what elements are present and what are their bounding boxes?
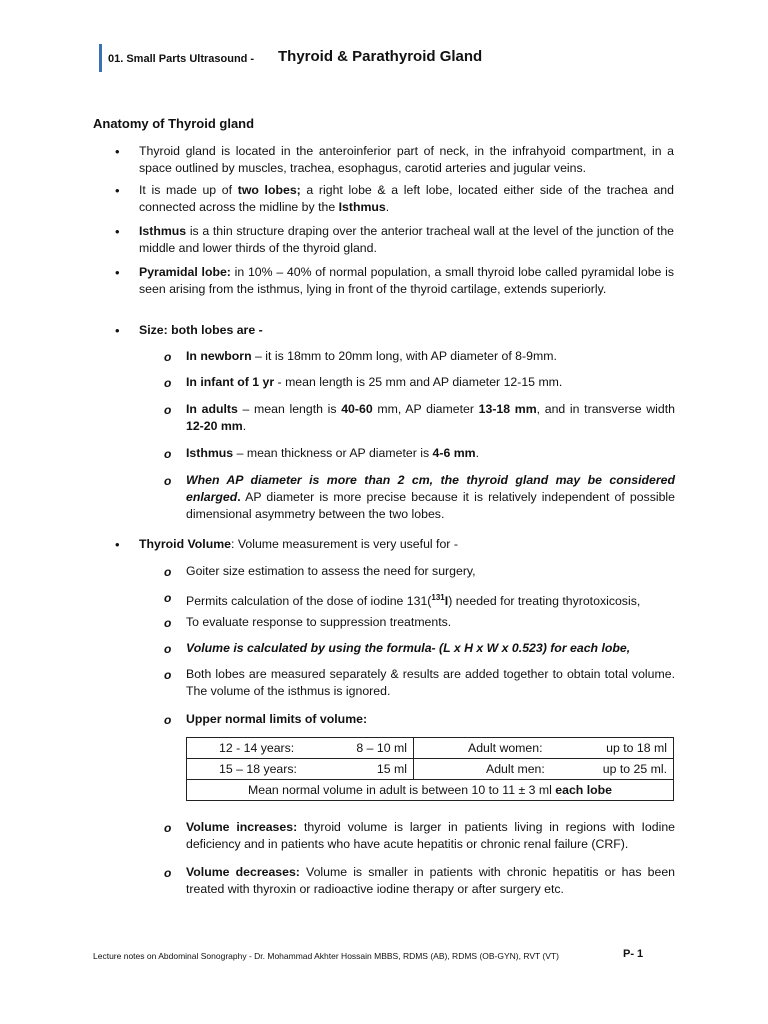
sub-bullet-marker: o — [164, 616, 172, 630]
size-newborn — [164, 348, 675, 365]
sub-text: . — [475, 446, 479, 460]
sub-bullet-marker: o — [164, 866, 172, 880]
sub-text: Both lobes are measured separately & results are added together to obtain total volume. The volume of the isthmus is ignored. — [186, 667, 675, 698]
sub-bullet-marker: o — [164, 403, 172, 417]
size-isthmus — [164, 445, 675, 462]
sub-text: mm, AP diameter — [372, 402, 479, 416]
bold-text: Thyroid Volume — [139, 537, 232, 551]
table-row — [187, 738, 674, 759]
sub-bullet-marker: o — [164, 350, 172, 364]
sub-text: Permits calculation of the dose of iodine 131( — [186, 594, 432, 609]
bullet-text: It is made up of — [139, 183, 238, 197]
bold-text: 40-60 — [341, 402, 373, 416]
volume-limits-table — [186, 737, 674, 801]
page-number: P- 1 — [623, 948, 644, 960]
sub-bullet-marker: o — [164, 642, 172, 656]
sub-bullet-marker: o — [164, 591, 172, 605]
cell-limit: up to 18 ml — [606, 740, 667, 755]
footer-text: Lecture notes on Abdominal Sonography - Dr. Mohammad Akhter Hossain MBBS, RDMS (AB), RDMS (OB-GYN), RVT (VT) — [93, 951, 559, 961]
volume-formula — [164, 640, 675, 657]
bold-text: each lobe — [555, 782, 612, 797]
table-footer-cell — [187, 780, 674, 801]
sub-text: . — [242, 419, 247, 433]
bullet-location — [139, 143, 674, 177]
bold-text: In infant of 1 yr — [186, 375, 275, 389]
cell-text: Mean normal volume in adult is between 10 to 11 ± 3 ml — [247, 782, 556, 797]
cell-value: 15 ml — [376, 761, 407, 776]
bullet-text: a right lobe & a left lobe, located either side of the trachea and connected across the midline by the — [139, 183, 674, 214]
table-row — [187, 780, 674, 801]
bold-text: I — [444, 594, 449, 609]
cell-group: Adult men: — [486, 761, 545, 776]
cell-group: Adult women: — [468, 740, 543, 755]
volume-both-lobes — [164, 666, 675, 700]
bullet-text: is a thin structure draping over the anterior tracheal wall at the level of the junction of the middle and lower thirds of the thyroid gland. — [139, 224, 674, 255]
sub-text: Volume is smaller in patients with chronic hepatitis or has been treated with thyroxin or radioactive iodine therapy or after surgery etc. — [186, 865, 675, 896]
bullet-isthmus — [139, 223, 674, 257]
bold-text: 4-6 mm — [432, 446, 476, 460]
volume-goiter — [164, 563, 675, 580]
superscript: 131 — [431, 593, 445, 602]
section-title: Anatomy of Thyroid gland — [93, 116, 255, 131]
bullet-text: : Volume measurement is very useful for - — [231, 537, 458, 551]
bold-text: Upper normal limits of volume: — [186, 712, 368, 726]
bullet-thyroid-volume — [139, 536, 674, 553]
sub-text: Goiter size estimation to assess the need for surgery, — [186, 564, 476, 578]
size-adults — [164, 401, 675, 435]
table-cell — [187, 738, 414, 759]
sub-text: To evaluate response to suppression treatments. — [186, 615, 452, 629]
bold-text: Isthmus — [338, 200, 386, 214]
bold-text: In adults — [186, 402, 238, 416]
sub-text: thyroid volume is larger in patients living in regions with Iodine deficiency and in patients who have acute hepatitis or chronic renal failure (CRF). — [186, 820, 675, 851]
bold-text: . — [237, 490, 241, 504]
table-cell — [187, 759, 414, 780]
sub-bullet-marker: o — [164, 713, 172, 727]
header-bar — [99, 44, 102, 72]
cell-age: 15 – 18 years: — [219, 761, 297, 776]
cell-age: 12 - 14 years: — [219, 740, 295, 755]
sub-text: – mean length is — [237, 402, 342, 416]
bold-text: Isthmus — [139, 224, 187, 238]
volume-iodine — [164, 589, 675, 610]
sub-text: – mean thickness or AP diameter is — [233, 446, 433, 460]
sub-bullet-marker: o — [164, 668, 172, 682]
sub-bullet-marker: o — [164, 821, 172, 835]
table-row — [187, 759, 674, 780]
table-cell — [414, 738, 674, 759]
sub-text: - mean length is 25 mm and AP diameter 12-15 mm. — [274, 375, 563, 389]
sub-bullet-marker: o — [164, 447, 172, 461]
bullet-text: Thyroid gland is located in the anteroinferior part of neck, in the infrahyoid compartment, in a space outlined by muscles, trachea, esophagus, carotid arteries and jugular veins. — [139, 144, 674, 175]
sub-text: ) needed for treating thyrotoxicosis, — [448, 594, 641, 609]
size-enlarged-note — [164, 472, 675, 523]
sub-text: , and in transverse width — [536, 402, 675, 416]
bullet-text: . — [385, 200, 390, 214]
sub-bullet-marker: o — [164, 474, 172, 488]
cell-limit: up to 25 ml. — [602, 761, 667, 776]
cell-value: 8 – 10 ml — [356, 740, 407, 755]
bold-text: Pyramidal lobe: — [139, 265, 231, 279]
bold-text: Volume decreases: — [186, 865, 300, 879]
sub-text: – it is 18mm to 20mm long, with AP diameter of 8-9mm. — [251, 349, 557, 363]
page-title: Thyroid & Parathyroid Gland — [278, 48, 483, 65]
size-infant — [164, 374, 675, 391]
course-label: 01. Small Parts Ultrasound - — [108, 53, 255, 65]
bold-text: two lobes; — [237, 183, 301, 197]
volume-increases — [164, 819, 675, 853]
bold-text: Size: both lobes are - — [139, 323, 263, 337]
bold-text: 12-20 mm — [186, 419, 243, 433]
volume-decreases — [164, 864, 675, 898]
volume-suppression — [164, 614, 675, 631]
bullet-pyramidal — [139, 264, 674, 298]
sub-text: AP diameter is more precise because it is relatively independent of possible dimensional asymmetry between the two lobes. — [186, 490, 675, 521]
volume-upper-limits — [164, 711, 675, 728]
sub-bullet-marker: o — [164, 565, 172, 579]
bullet-text: in 10% – 40% of normal population, a small thyroid lobe called pyramidal lobe is seen arising from the isthmus, lying in front of the thyroid cartilage, extends superiorly. — [139, 265, 674, 296]
table-cell — [414, 759, 674, 780]
bullet-size — [139, 322, 674, 339]
bold-text: Isthmus — [186, 446, 234, 460]
bold-text: 13-18 mm — [478, 402, 537, 416]
bold-text: In newborn — [186, 349, 252, 363]
bold-text: Volume increases: — [186, 820, 298, 834]
sub-bullet-marker: o — [164, 376, 172, 390]
bold-italic-text: When AP diameter is more than 2 cm, the thyroid gland may be considered enlarged — [186, 473, 675, 504]
bold-italic-text: Volume is calculated by using the formula- (L x H x W x 0.523) for each lobe, — [186, 641, 631, 655]
bullet-lobes — [139, 182, 674, 216]
